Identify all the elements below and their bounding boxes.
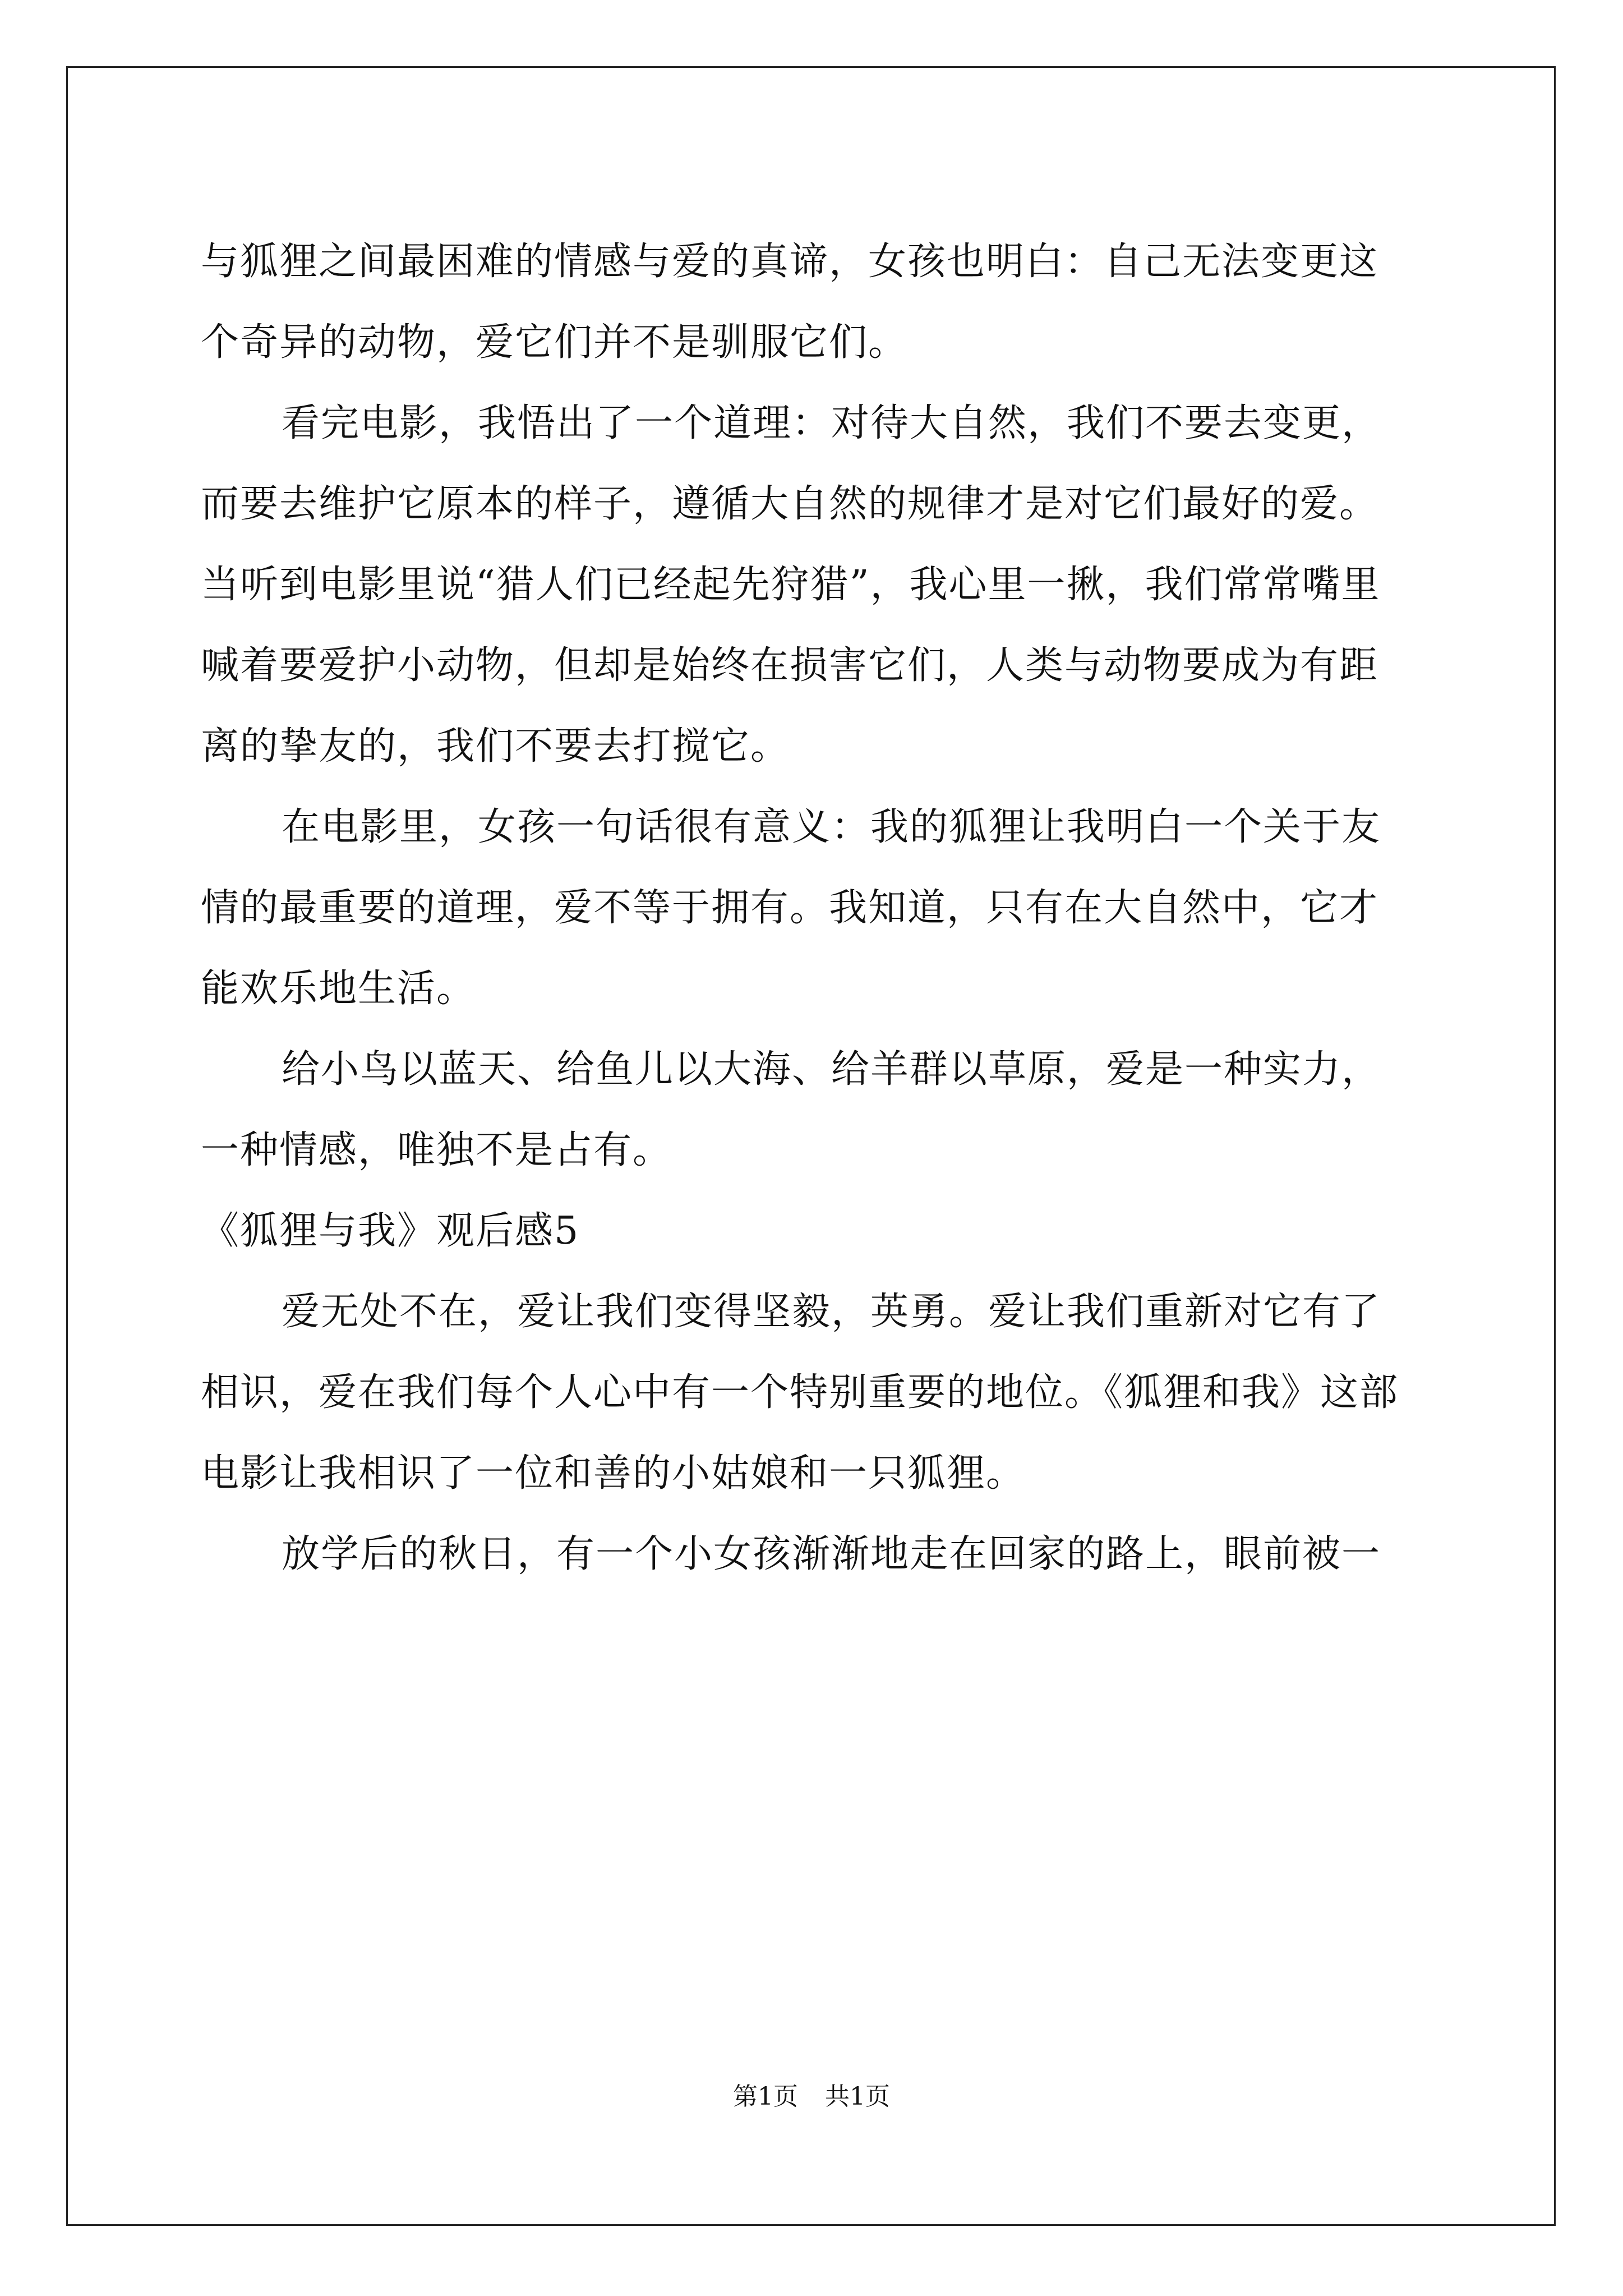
body-line: 喊着要爱护小动物，但却是始终在损害它们，人类与动物要成为有距 [201, 643, 1379, 688]
paragraph-start: 放学后的秋日，有一个小女孩渐渐地走在回家的路上，眼前被一 [282, 1532, 1381, 1576]
total-pages: 共1页 [825, 2082, 890, 2111]
body-line-continuation: 与狐狸之间最困难的情感与爱的真谛，女孩也明白：自己无法变更这 [201, 240, 1379, 284]
body-line: 当听到电影里说“猎人们已经起先狩猎”，我心里一揪，我们常常嘴里 [201, 563, 1381, 607]
paragraph-start: 给小鸟以蓝天、给鱼儿以大海、给羊群以草原，爱是一种实力， [282, 1047, 1381, 1092]
document-body [201, 222, 1429, 1595]
paragraph-start: 看完电影，我悟出了一个道理：对待大自然，我们不要去变更， [282, 401, 1381, 445]
section-heading: 《狐狸与我》观后感5 [201, 1209, 580, 1253]
body-line: 离的挚友的，我们不要去打搅它。 [201, 724, 790, 769]
body-line: 电影让我相识了一位和善的小姑娘和一只狐狸。 [201, 1451, 1026, 1496]
paragraph-start: 爱无处不在，爱让我们变得坚毅，英勇。爱让我们重新对它有了 [282, 1290, 1381, 1334]
body-line: 而要去维护它原本的样子，遵循大自然的规律才是对它们最好的爱。 [201, 482, 1379, 526]
body-line: 一种情感，唯独不是占有。 [201, 1128, 672, 1172]
body-line: 相识，爱在我们每个人心中有一个特别重要的地位。《狐狸和我》这部 [201, 1370, 1399, 1415]
page-footer [0, 2080, 1623, 2114]
paragraph-start: 在电影里，女孩一句话很有意义：我的狐狸让我明白一个关于友 [282, 805, 1381, 849]
body-line: 情的最重要的道理，爱不等于拥有。我知道，只有在大自然中，它才 [201, 886, 1379, 930]
page-number: 第1页 [733, 2082, 798, 2111]
body-line: 能欢乐地生活。 [201, 967, 476, 1011]
body-line: 个奇异的动物，爱它们并不是驯服它们。 [201, 320, 908, 365]
